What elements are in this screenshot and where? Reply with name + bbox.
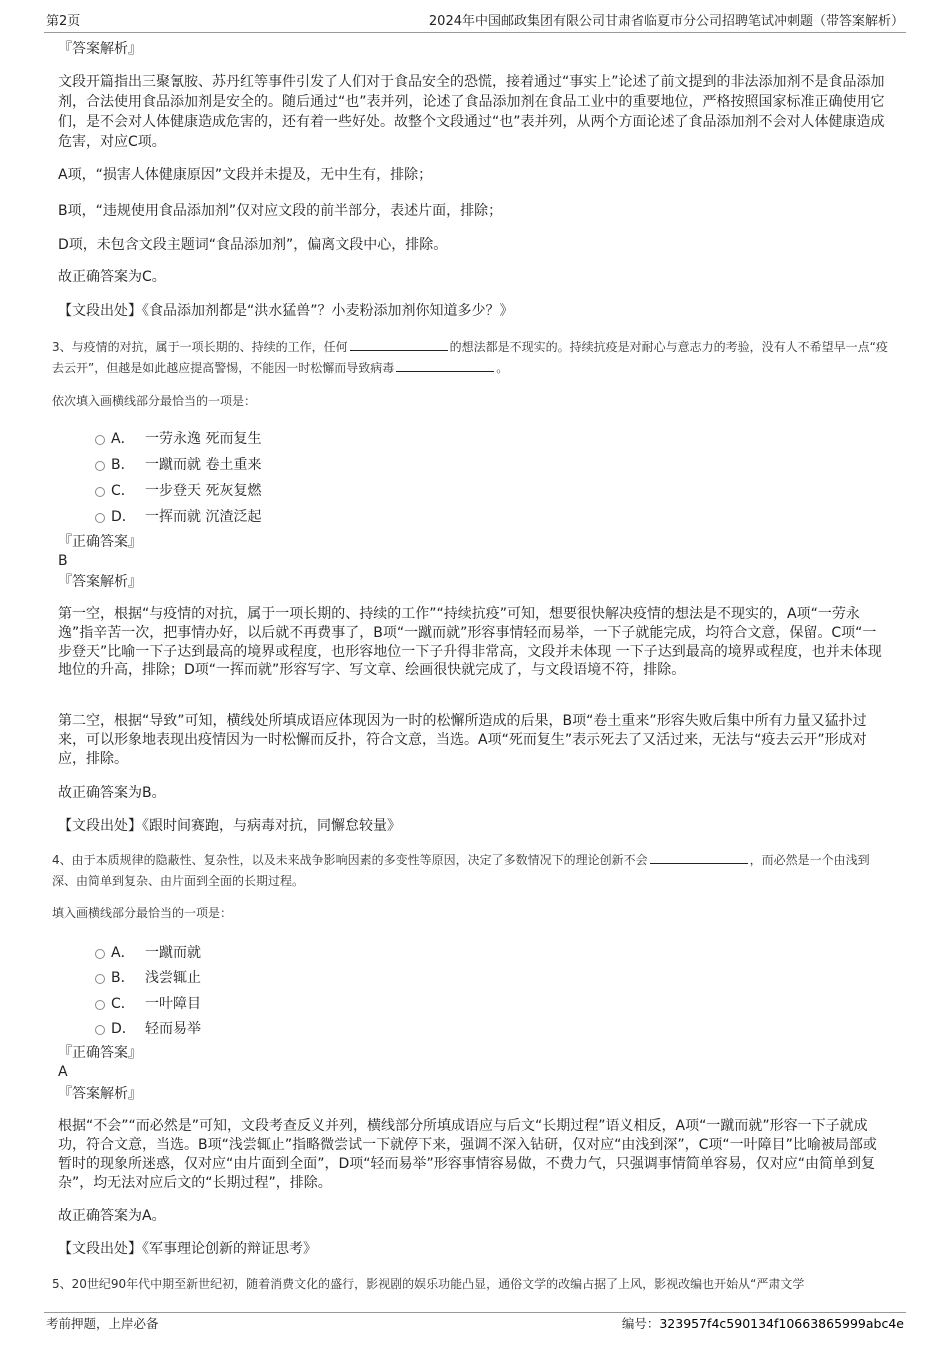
option-text: 一蹴而就 卷土重来 (145, 457, 262, 473)
radio-icon[interactable] (95, 1025, 105, 1035)
option-d[interactable] (95, 506, 261, 526)
radio-icon[interactable] (95, 487, 105, 497)
answer-label: 『正确答案』 (58, 534, 142, 550)
analysis-label: 『答案解析』 (58, 41, 142, 57)
analysis-label: 『答案解析』 (58, 574, 142, 590)
document-code: 编号：323957f4c590134f10663865999abc4e (621, 1316, 904, 1331)
radio-icon[interactable] (95, 1000, 105, 1010)
document-title: 2024年中国邮政集团有限公司甘肃省临夏市分公司招聘笔试冲刺题（带答案解析） (428, 14, 904, 29)
option-a-note: A项，“损害人体健康原因”文段并未提及，无中生有，排除； (58, 167, 433, 183)
option-letter: A． (111, 945, 135, 961)
option-text: 轻而易举 (145, 1021, 201, 1037)
option-letter: B． (111, 970, 135, 986)
analysis-text: 第二空，根据“导致”可知，横线处所填成语应体现因为一时的松懈所造成的后果，B项“卷土重来”形容失败后集中所有力量又猛扑过来，可以形象地表现出疫情因为一时松懈而反扑，符合文意，当选。A项“死而复生”表示死去了又活过来，无法与“疫去云开”形成对应，排除。 (58, 713, 867, 767)
answer-label: 『正确答案』 (58, 1045, 142, 1061)
option-b-note: B项，“违规使用食品添加剂”仅对应文段的前半部分，表述片面，排除； (58, 203, 503, 219)
answer: A (58, 1064, 68, 1080)
radio-icon[interactable] (95, 949, 105, 959)
option-c[interactable] (95, 480, 261, 500)
conclusion: 故正确答案为B。 (58, 785, 166, 801)
analysis-text: 文段开篇指出三聚氰胺、苏丹红等事件引发了人们对于食品安全的恐慌，接着通过“事实上”论述了前文提到的非法添加剂不是食品添加剂，合法使用食品添加剂是安全的。随后通过“也”表并列，论述了食品添加剂在食品工业中的重要地位，严格按照国家标准正确使用它们，是不会对人体健康造成危害的，还有着一些好处。故整个文段通过“也”表并列，从两个方面论述了食品添加剂不会对人体健康造成危害，对应C项。 (58, 74, 885, 150)
option-letter: C． (111, 483, 135, 499)
radio-icon[interactable] (95, 461, 105, 471)
option-d[interactable] (95, 1018, 201, 1038)
option-text: 一叶障目 (145, 996, 201, 1012)
option-text: 一步登天 死灰复燃 (145, 483, 262, 499)
option-letter: D． (111, 1021, 136, 1037)
source: 【文段出处】《食品添加剂都是“洪水猛兽”？小麦粉添加剂你知道多少？》 (58, 303, 514, 319)
analysis-label: 『答案解析』 (58, 1086, 142, 1102)
question-4-stem: 4、由于本质规律的隐蔽性、复杂性，以及未来战争影响因素的多变性等原因，决定了多数情况下的理论创新不会 ，而必然是一个由浅到深、由简单到复杂、由片面到全面的长期过程。 (52, 853, 870, 888)
option-a[interactable] (95, 428, 261, 448)
header-divider (44, 32, 906, 33)
option-c[interactable] (95, 993, 201, 1013)
option-b[interactable] (95, 454, 261, 474)
page-number: 第2页 (46, 14, 81, 29)
option-b[interactable] (95, 967, 201, 987)
option-letter: A． (111, 431, 135, 447)
analysis-text: 第一空，根据“与疫情的对抗，属于一项长期的、持续的工作”“持续抗疫”可知，想要很快解决疫情的想法是不现实的，A项“一劳永逸”指辛苦一次，把事情办好，以后就不再费事了，B项“一蹴而就”形容事情轻而易举，一下子就能完成，均符合文意，保留。C项“一步登天”比喻一下子达到最高的境界或程度，也形容地位一下子升得非常高，文段并未体现 一下子达到最高的境界或程度，也并未体现地位的升高，排除；D项“一挥而就”形容写字、写文章、绘画很快就完成了，与文段语境不符，排除。 (58, 606, 882, 679)
option-text: 一蹴而就 (145, 945, 201, 961)
conclusion: 故正确答案为A。 (58, 1208, 166, 1224)
answer: B (58, 553, 68, 569)
option-letter: C． (111, 996, 135, 1012)
blank (350, 339, 448, 351)
footer-slogan: 考前押题，上岸必备 (46, 1316, 159, 1331)
question-3-stem: 3、与疫情的对抗，属于一项长期的、持续的工作，任何 的想法都是不现实的。持续抗疫是对耐心与意志力的考验，没有人不希望早一点“疫去云开”，但越是如此越应提高警惕，不能因一时松懈而导致病毒 。 (52, 340, 888, 375)
radio-icon[interactable] (95, 513, 105, 523)
source: 【文段出处】《军事理论创新的辩证思考》 (58, 1241, 317, 1257)
option-text: 一挥而就 沉渣泛起 (145, 509, 262, 525)
radio-icon[interactable] (95, 974, 105, 984)
question-5-stem: 5、20世纪90年代中期至新世纪初，随着消费文化的盛行，影视剧的娱乐功能凸显，通俗文学的改编占据了上风，影视改编也开始从“严肃文学 (52, 1277, 805, 1291)
option-letter: B． (111, 457, 135, 473)
radio-icon[interactable] (95, 435, 105, 445)
blank (396, 360, 494, 372)
question-4-prompt: 填入画横线部分最恰当的一项是： (52, 906, 233, 920)
question-3-prompt: 依次填入画横线部分最恰当的一项是： (52, 394, 257, 408)
option-text: 浅尝辄止 (145, 970, 201, 986)
analysis-text: 根据“不会”“而必然是”可知，文段考查反义并列，横线部分所填成语应与后文“长期过程”语义相反，A项“一蹴而就”形容一下子就成功，符合文意，当选。B项“浅尝辄止”指略微尝试一下就停下来，强调不深入钻研，仅对应“由浅到深”，C项“一叶障目”比喻被局部或暂时的现象所迷惑，仅对应“由片面到全面”，D项“轻而易举”形容事情容易做，不费力气，只强调事情简单容易，仅对应“由简单到复杂”，均无法对应后文的“长期过程”，排除。 (58, 1118, 877, 1191)
option-text: 一劳永逸 死而复生 (145, 431, 262, 447)
option-d-note: D项，未包含文段主题词“食品添加剂”，偏离文段中心，排除。 (58, 237, 448, 253)
option-letter: D． (111, 509, 136, 525)
blank (650, 852, 748, 864)
source: 【文段出处】《跟时间赛跑，与病毒对抗，同懈怠较量》 (58, 818, 401, 834)
footer-divider (44, 1312, 906, 1313)
conclusion: 故正确答案为C。 (58, 269, 166, 285)
option-a[interactable] (95, 942, 201, 962)
